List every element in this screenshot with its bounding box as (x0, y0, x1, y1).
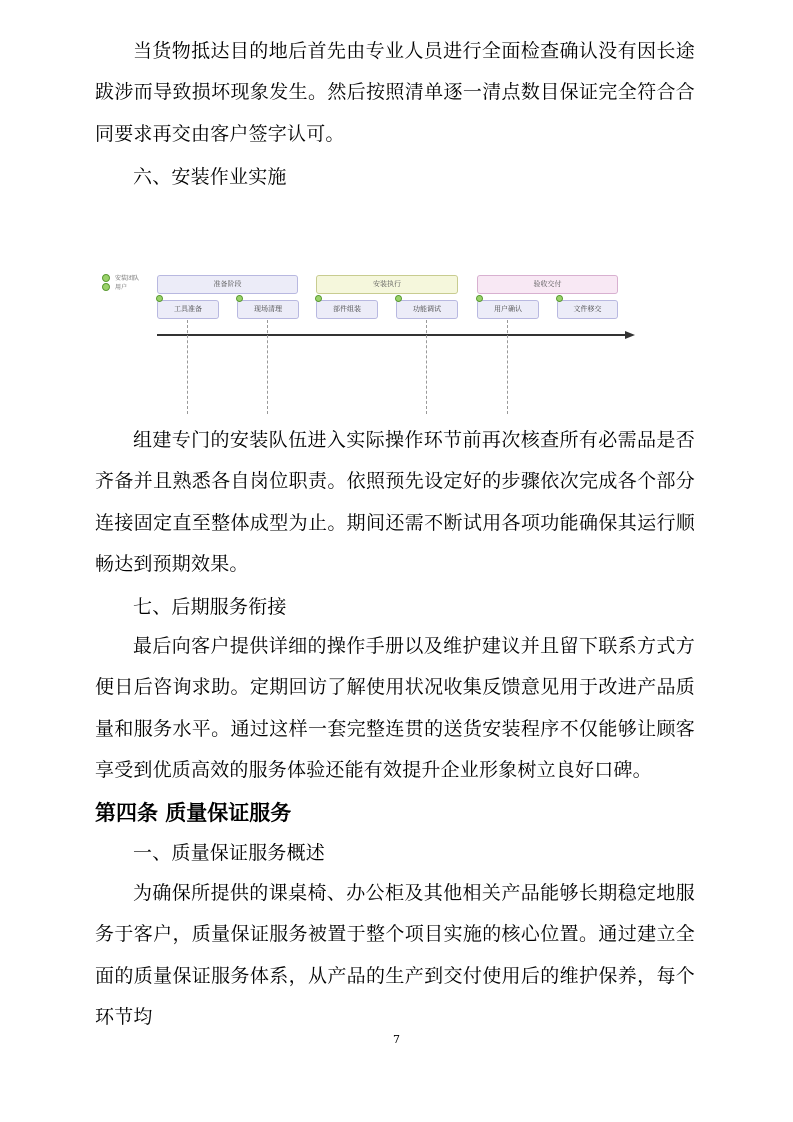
dashed-guide (267, 320, 268, 414)
step-site-clean: 现场清理 (237, 300, 299, 319)
install-process-diagram (95, 262, 695, 422)
legend-label-user: 用户 (115, 284, 128, 291)
heading-quality-overview: 一、质量保证服务概述 (133, 842, 326, 864)
dashed-guide (187, 320, 188, 414)
step-assembly: 部件组装 (316, 300, 378, 319)
step-tool-prep: 工具准备 (157, 300, 219, 319)
step-doc-handover: 文件移交 (557, 300, 618, 319)
timeline-arrow (95, 262, 695, 422)
paragraph-after-service: 最后向客户提供详细的操作手册以及维护建议并且留下联系方式方便日后咨询求助。定期回访了解使用状况收集反馈意见用于改进产品质量和服务水平。通过这样一套完整连贯的送货安装程序不仅能够让顾客享受到优质高效的服务体验还能有效提升企业形象树立良好口碑。 (95, 635, 695, 782)
step-testing: 功能调试 (396, 300, 458, 319)
paragraph-delivery-check: 当货物抵达目的地后首先由专业人员进行全面检查确认没有因长途跋涉而导致损坏现象发生。然后按照清单逐一清点数目保证完全符合合同要求再交由客户签字认可。 (95, 40, 695, 145)
paragraph-install-team: 组建专门的安装队伍进入实际操作环节前再次核查所有必需品是否齐备并且熟悉各自岗位职责。依照预先设定好的步骤依次完成各个部分连接固定直至整体成型为止。期间还需不断试用各项功能确保其运行顺畅达到预期效果。 (95, 429, 695, 576)
paragraph-quality-overview: 为确保所提供的课桌椅、办公柜及其他相关产品能够长期稳定地服务于客户，质量保证服务被置于整个项目实施的核心位置。通过建立全面的质量保证服务体系，从产品的生产到交付使用后的维护保养，每个环节均 (95, 882, 695, 1029)
heading-after-service: 七、后期服务衔接 (133, 596, 287, 618)
article-title: 第四条 质量保证服务 (95, 801, 292, 825)
legend-label-team: 安装团队 (115, 275, 140, 282)
dashed-guide (507, 320, 508, 414)
dashed-guide (426, 320, 427, 414)
step-user-confirm: 用户确认 (477, 300, 539, 319)
phase-prepare: 准备阶段 (157, 275, 298, 294)
page-number: 7 (393, 1033, 400, 1046)
phase-execute: 安装执行 (316, 275, 458, 294)
phase-acceptance: 验收交付 (477, 275, 618, 294)
heading-install: 六、安装作业实施 (133, 166, 287, 188)
